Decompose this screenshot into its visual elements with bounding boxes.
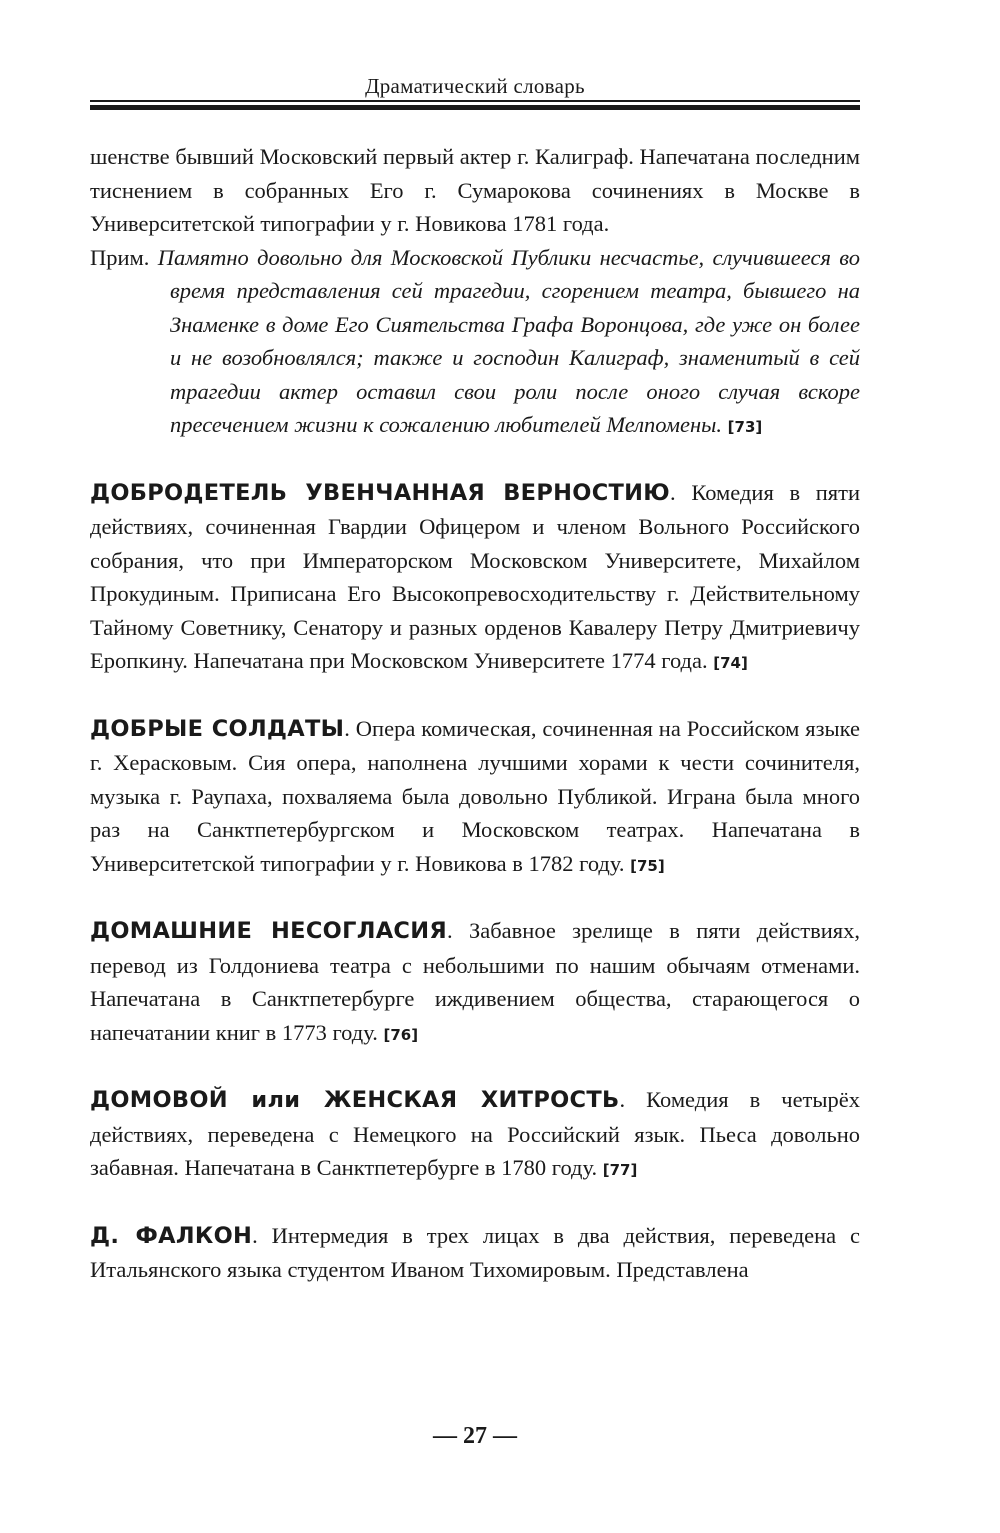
dictionary-entry: ДОБРЫЕ СОЛДАТЫ. Опера комическая, сочиненная на Российском языке г. Херасковым. Сия опера, наполнена лучшими хорами к чести сочинителя, музыка г. Раупаха, похваляема была довольно Публикой. Играна была много раз на Санктпетербургском и Московском театрах. Напечатана в Университетской типографии у г. Новикова в 1782 году. [75] (90, 715, 861, 876)
dictionary-entry: ДОМАШНИЕ НЕСОГЛАСИЯ. Забавное зрелище в пяти действиях, перевод из Голдониева театра с небольшими по нашим обычаям отменами. Напечатана в Санктпетербурге иждивением общества, старающегося о напечатании книг в 1773 году. [76] (90, 918, 860, 1045)
note-reference: [73] (727, 418, 763, 436)
header-rule-thick (90, 105, 860, 110)
running-title: Драматический словарь (365, 74, 585, 98)
header-rule-thin (90, 100, 860, 102)
entry-headword: ДОБРЫЕ СОЛДАТЫ (90, 715, 345, 742)
entry-headword: ДОМОВОЙ или ЖЕНСКАЯ ХИТРОСТЬ (90, 1087, 620, 1113)
continuation-paragraph (90, 140, 860, 241)
entry-text: Комедия в четырёх действиях, переведена с Немецкого на Российский язык. Пьеса довольно забавная. Напечатана в Санктпетербурге в 1780 году. (90, 1087, 860, 1180)
dictionary-entry: ДОМОВОЙ или ЖЕНСКАЯ ХИТРОСТЬ. Комедия в четырёх действиях, переведена с Немецкого на Российский язык. Пьеса довольно забавная. Напечатана в Санктпетербурге в 1780 году. [77] (90, 1087, 860, 1180)
entry-reference: [77] (602, 1161, 638, 1179)
entry-headword: Д. ФАЛКОН (90, 1222, 253, 1249)
entry-text: Опера комическая, сочиненная на Российском языке г. Херасковым. Сия опера, наполнена лучшими хорами к чести сочинителя, музыка г. Раупаха, похваляема была довольно Публикой. Играна была много раз на Санктпетербургском и Московском театрах. Напечатана в Университетской типографии у г. Новикова в 1782 году. (90, 715, 861, 876)
page-number: — 27 — (433, 1423, 517, 1449)
entry-reference: [74] (713, 654, 748, 672)
body-text (90, 140, 860, 1287)
continuation-text: шенстве бывший Московский первый актер г. Калиграф. Напечатана последним тиснением в собранных Его г. Сумарокова сочинениях в Москве в Университетской типографии у г. Новикова 1781 года. (90, 144, 860, 236)
entry-headword: ДОМАШНИЕ НЕСОГЛАСИЯ (90, 918, 447, 944)
entry-reference: [76] (383, 1025, 419, 1044)
entry-text: Комедия в пяти действиях, сочиненная Гвардии Офицером и членом Вольного Российского собрания, что при Императорском Московском Университете, Михайлом Прокудиным. Приписана Его Высокопревосходительству г. Действительному Тайному Советнику, Сенатору и разных орденов Кавалеру Петру Дмитриевичу Еропкину. Напечатана при Московском Университете 1774 года. (90, 479, 860, 673)
note-text: Памятно довольно для Московской Публики несчастье, случившееся во время представления сей трагедии, сгорением театра, бывшего на Знаменке в доме Его Сиятельства Графа Воронцова, где уже он более и не возобновлялся; также и господин Калиграф, знаменитый в сей трагедии актер оставил свои роли после оного случая вскоре пресечением жизни к сожалению любителей Мелпомены. (157, 244, 860, 437)
note-label: Прим. (90, 244, 150, 270)
dictionary-entry: ДОБРОДЕТЕЛЬ УВЕНЧАННАЯ ВЕРНОСТИЮ. Комедия в пяти действиях, сочиненная Гвардии Офицером и членом Вольного Российского собрания, что при Императорском Московском Университете, Михайлом Прокудиным. Приписана Его Высокопревосходительству г. Действительному Тайному Советнику, Сенатору и разных орденов Кавалеру Петру Дмитриевичу Еропкину. Напечатана при Московском Университете 1774 года. [74] (90, 479, 860, 673)
dictionary-entry: Д. ФАЛКОН. Интермедия в трех лицах в два действия, переведена с Итальянского языка студентом Иваном Тихомировым. Представлена (90, 1222, 861, 1282)
entry-text: Интермедия в трех лицах в два действия, переведена с Итальянского языка студентом Иваном Тихомировым. Представлена (90, 1222, 861, 1282)
entry-text: Забавное зрелище в пяти действиях, перевод из Голдониева театра с небольшими по нашим обычаям отменами. Напечатана в Санктпетербурге иждивением общества, старающегося о напечатании книг в 1773 году. (90, 918, 860, 1045)
entry-reference: [75] (630, 856, 665, 875)
entry-headword: ДОБРОДЕТЕЛЬ УВЕНЧАННАЯ ВЕРНОСТИЮ (90, 479, 671, 506)
note-paragraph (90, 241, 860, 445)
